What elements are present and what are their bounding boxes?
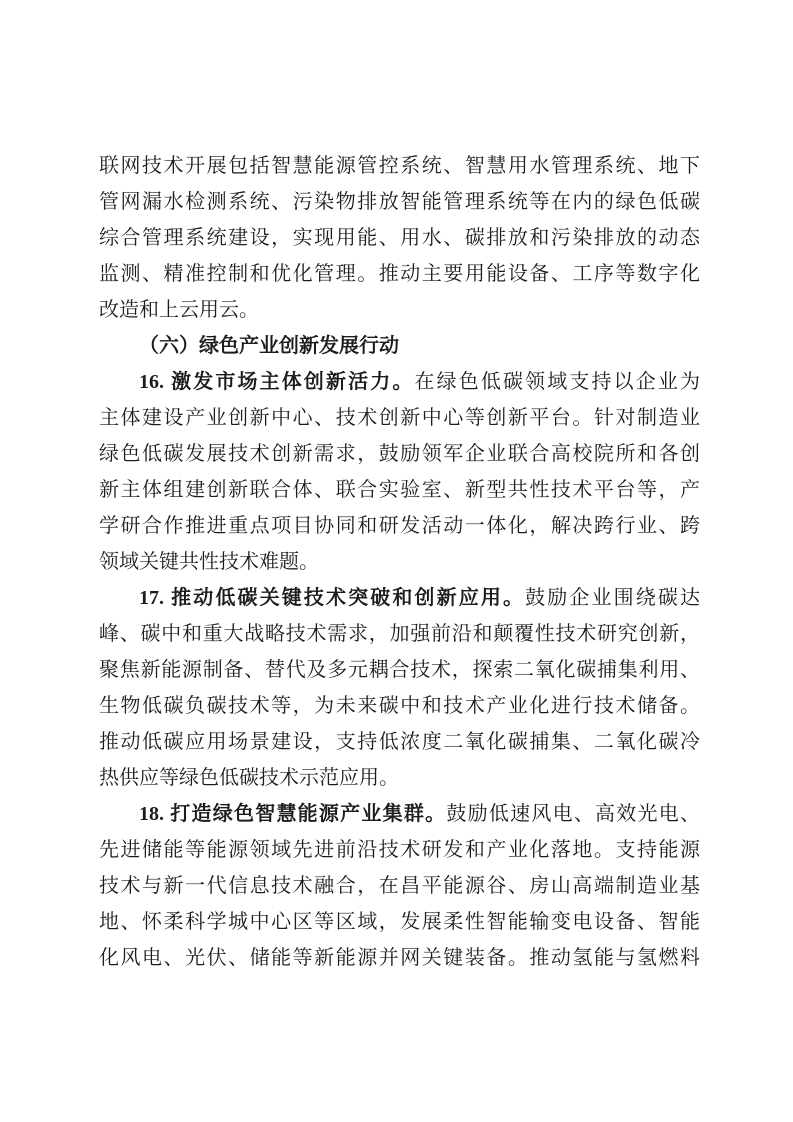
document-line: [99, 760, 700, 796]
body-text-segment: 监测、精准控制和优化管理。推动主要用能设备、工序等数字化: [99, 263, 700, 285]
body-text-segment: 生物低碳负碳技术等，为未来碳中和技术产业化进行技术储备。: [99, 695, 700, 717]
document-line: [99, 940, 700, 976]
heading-text-segment: （六）绿色产业创新发展行动: [139, 335, 399, 357]
body-text-segment: 鼓励低速风电、高效光电、: [446, 803, 701, 825]
document-line: [99, 544, 700, 580]
body-text-segment: 学研合作推进重点项目协同和研发活动一体化，解决跨行业、跨: [99, 515, 700, 537]
body-text-segment: 绿色低碳发展技术创新需求，鼓励领军企业联合高校院所和各创: [99, 443, 700, 465]
document-line: [99, 904, 700, 940]
heading-text-segment: 16. 激发市场主体创新活力。: [139, 371, 415, 393]
document-line: [99, 292, 700, 328]
heading-text-segment: 18. 打造绿色智慧能源产业集群。: [139, 803, 447, 825]
document-line: [99, 220, 700, 256]
body-text-segment: 峰、碳中和重大战略技术需求，加强前沿和颠覆性技术研究创新，: [99, 623, 700, 645]
body-text-segment: 聚焦新能源制备、替代及多元耦合技术，探索二氧化碳捕集利用、: [99, 659, 700, 681]
body-text-segment: 热供应等绿色低碳技术示范应用。: [99, 767, 399, 789]
document-line: [99, 472, 700, 508]
body-text-segment: 综合管理系统建设，实现用能、用水、碳排放和污染排放的动态: [99, 227, 700, 249]
document-line: [99, 688, 700, 724]
body-text-segment: 联网技术开展包括智慧能源管控系统、智慧用水管理系统、地下: [99, 155, 700, 177]
document-line: [99, 148, 700, 184]
body-text-segment: 改造和上云用云。: [99, 299, 259, 321]
body-text-segment: 推动低碳应用场景建设，支持低浓度二氧化碳捕集、二氧化碳冷: [99, 731, 700, 753]
document-line: [99, 616, 700, 652]
body-text-segment: 地、怀柔科学城中心区等区域，发展柔性智能输变电设备、智能: [99, 911, 700, 933]
body-text-segment: 化风电、光伏、储能等新能源并网关键装备。推动氢能与氢燃料: [99, 947, 700, 969]
document-text-block: [99, 148, 700, 976]
document-line: [99, 580, 700, 616]
body-text-segment: 先进储能等能源领域先进前沿技术研发和产业化落地。支持能源: [99, 839, 700, 861]
document-line: [99, 256, 700, 292]
document-line: [99, 832, 700, 868]
body-text-segment: 在绿色低碳领域支持以企业为: [414, 371, 700, 393]
body-text-segment: 领域关键共性技术难题。: [99, 551, 319, 573]
document-line: [99, 400, 700, 436]
document-line: [99, 724, 700, 760]
document-line: [99, 508, 700, 544]
document-line: [99, 436, 700, 472]
heading-text-segment: 17. 推动低碳关键技术突破和创新应用。: [139, 587, 526, 609]
document-line: [99, 328, 700, 364]
document-line: [99, 184, 700, 220]
body-text-segment: 新主体组建创新联合体、联合实验室、新型共性技术平台等，产: [99, 479, 700, 501]
body-text-segment: 鼓励企业围绕碳达: [525, 587, 700, 609]
document-line: [99, 364, 700, 400]
body-text-segment: 管网漏水检测系统、污染物排放智能管理系统等在内的绿色低碳: [99, 191, 700, 213]
document-line: [99, 652, 700, 688]
body-text-segment: 技术与新一代信息技术融合，在昌平能源谷、房山高端制造业基: [99, 875, 700, 897]
body-text-segment: 主体建设产业创新中心、技术创新中心等创新平台。针对制造业: [99, 407, 700, 429]
document-line: [99, 796, 700, 832]
document-line: [99, 868, 700, 904]
